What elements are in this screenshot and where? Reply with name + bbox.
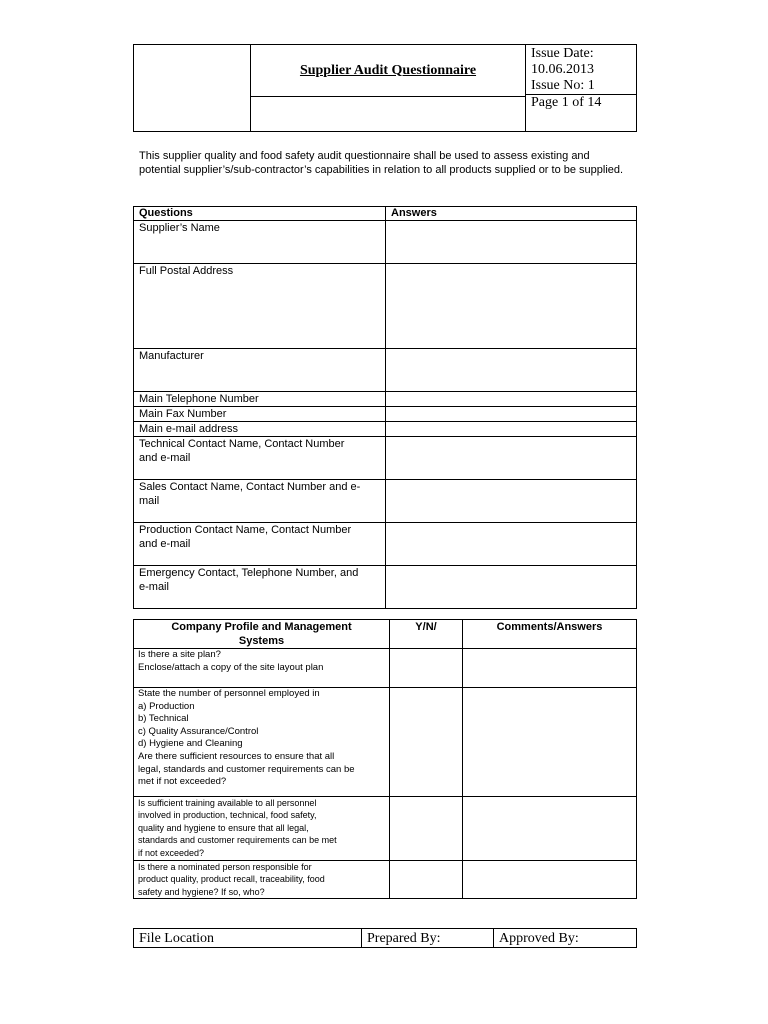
issue-info [526, 45, 637, 132]
table-row [134, 480, 637, 523]
question-line: and e-mail [139, 538, 191, 550]
question-cell [134, 437, 386, 480]
question-line: if not exceeded? [138, 847, 205, 858]
issue-date-label: Issue Date: [531, 46, 594, 61]
table-row [134, 861, 637, 899]
header-line: Systems [238, 635, 285, 647]
answer-cell[interactable] [386, 437, 637, 480]
issue-number: Issue No: 1 [531, 78, 595, 93]
yn-cell[interactable] [390, 688, 463, 797]
question-line: State the number of personnel employed in [138, 688, 320, 699]
table-row [134, 349, 637, 392]
question-line: involved in production, technical, food safety, [138, 810, 317, 821]
table-row [134, 264, 637, 349]
question-line: safety and hygiene? If so, who? [138, 886, 265, 897]
question-cell: Full Postal Address [134, 264, 386, 349]
question-cell: Main e-mail address [134, 422, 386, 437]
question-line: Is there a nominated person responsible for [138, 862, 312, 872]
page-number: Page 1 of 14 [526, 94, 636, 111]
comments-cell[interactable] [463, 688, 637, 797]
document-header [133, 44, 637, 132]
table-header-row [134, 207, 637, 221]
table-row [134, 523, 637, 566]
question-line: Emergency Contact, Telephone Number, and [139, 567, 359, 579]
answer-cell[interactable] [386, 349, 637, 392]
question-cell: Manufacturer [134, 349, 386, 392]
file-location: File Location [134, 929, 362, 948]
table-header-row [134, 620, 637, 649]
question-line: Enclose/attach a copy of the site layout plan [138, 661, 324, 673]
question-line: legal, standards and customer requirements can be [138, 763, 355, 775]
comments-cell[interactable] [463, 797, 637, 861]
question-line: standards and customer requirements can be met [138, 835, 337, 846]
document-footer [133, 928, 637, 948]
question-cell [134, 688, 390, 797]
question-line: Are there sufficient resources to ensure that all [138, 750, 335, 762]
table-row [134, 797, 637, 861]
header-line: Company Profile and Management [171, 621, 352, 633]
question-line: a) Production [138, 700, 195, 712]
question-cell [134, 797, 390, 861]
question-line: quality and hygiene to ensure that all legal, [138, 822, 309, 833]
table-row [134, 437, 637, 480]
answer-cell[interactable] [386, 422, 637, 437]
question-cell [134, 566, 386, 609]
question-line: c) Quality Assurance/Control [138, 725, 259, 737]
question-line: Is sufficient training available to all personnel [138, 798, 317, 808]
answer-cell[interactable] [386, 264, 637, 349]
question-cell [134, 649, 390, 688]
yn-cell[interactable] [390, 649, 463, 688]
question-cell: Main Telephone Number [134, 392, 386, 407]
prepared-by: Prepared By: [362, 929, 494, 948]
table-row [134, 407, 637, 422]
header-blank-cell [251, 97, 526, 132]
table-row [134, 422, 637, 437]
question-line: Technical Contact Name, Contact Number [139, 438, 345, 450]
yn-cell[interactable] [390, 861, 463, 899]
table-row [134, 392, 637, 407]
table-row [134, 649, 637, 688]
col-company-profile [134, 620, 390, 649]
table-row [134, 221, 637, 264]
col-answers: Answers [386, 207, 637, 221]
question-line: b) Technical [138, 713, 189, 725]
answer-cell[interactable] [386, 221, 637, 264]
company-profile-table [133, 619, 637, 899]
issue-date: 10.06.2013 [531, 62, 594, 77]
question-line: Production Contact Name, Contact Number [139, 524, 352, 536]
logo-cell [134, 45, 251, 132]
title-text: Supplier Audit Questionnaire [299, 62, 477, 78]
question-line: mail [139, 495, 160, 507]
table-row [134, 688, 637, 797]
question-cell: Main Fax Number [134, 407, 386, 422]
question-line: Sales Contact Name, Contact Number and e- [139, 481, 361, 493]
question-line: product quality, product recall, traceability, food [138, 874, 325, 885]
question-line: and e-mail [139, 452, 191, 464]
question-cell [134, 861, 390, 899]
document-title [251, 45, 526, 97]
col-questions: Questions [134, 207, 386, 221]
col-comments: Comments/Answers [463, 620, 637, 649]
comments-cell[interactable] [463, 649, 637, 688]
question-line: e-mail [139, 581, 169, 593]
answer-cell[interactable] [386, 480, 637, 523]
answer-cell[interactable] [386, 407, 637, 422]
answer-cell[interactable] [386, 566, 637, 609]
yn-cell[interactable] [390, 797, 463, 861]
question-line: met if not exceeded? [138, 776, 227, 788]
intro-paragraph: This supplier quality and food safety audit questionnaire shall be used to assess existing and potential supplier’s/sub-contractor’s capabilities in relation to all products supplied or to be supplied. [139, 150, 624, 176]
col-yn: Y/N/ [390, 620, 463, 649]
answer-cell[interactable] [386, 523, 637, 566]
answer-cell[interactable] [386, 392, 637, 407]
question-cell: Supplier’s Name [134, 221, 386, 264]
approved-by: Approved By: [494, 929, 637, 948]
comments-cell[interactable] [463, 861, 637, 899]
table-row [134, 566, 637, 609]
question-line: Is there a site plan? [138, 649, 221, 660]
question-cell [134, 523, 386, 566]
supplier-questions-table [133, 206, 637, 609]
question-cell [134, 480, 386, 523]
question-line: d) Hygiene and Cleaning [138, 738, 243, 750]
